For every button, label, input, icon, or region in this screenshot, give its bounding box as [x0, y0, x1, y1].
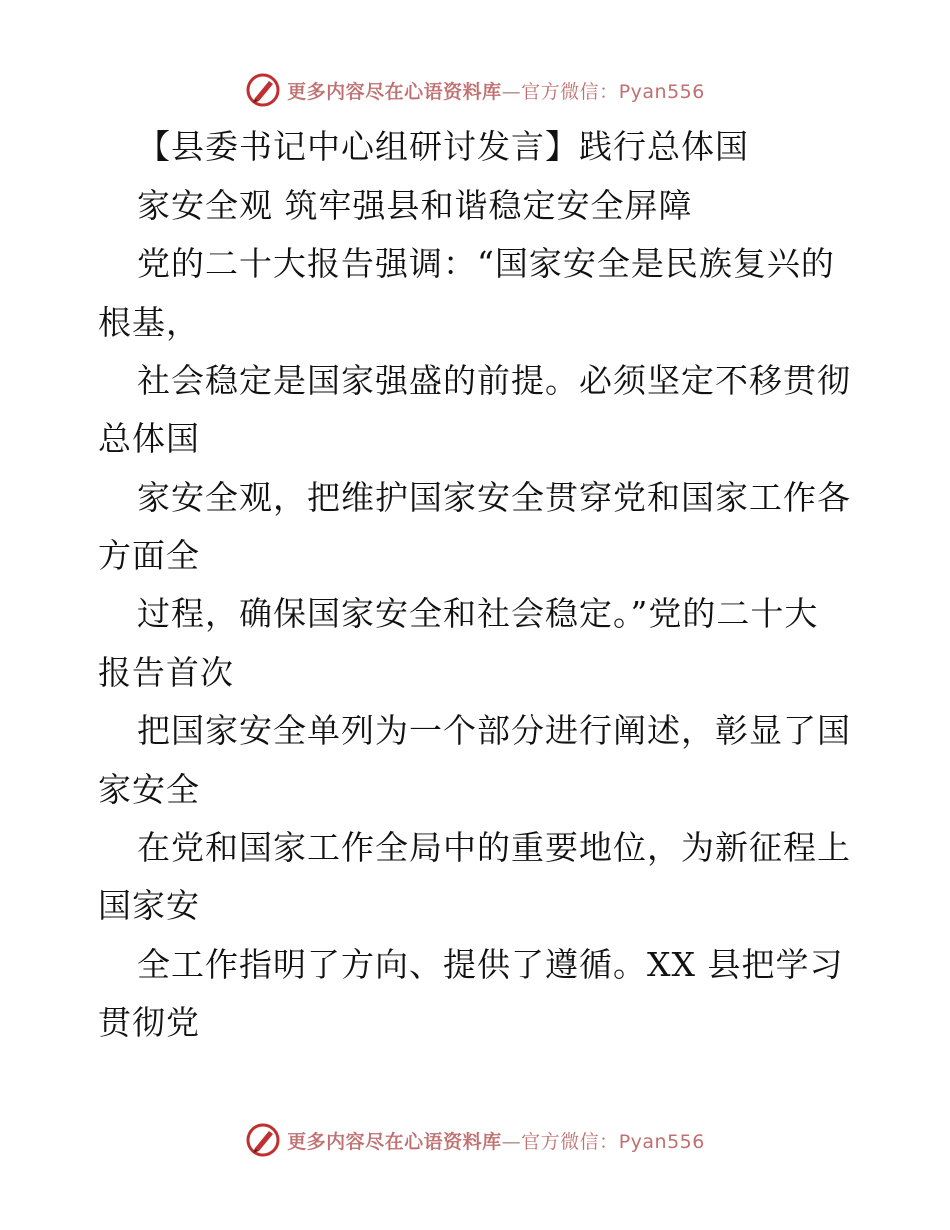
- doc-text-line: 社会稳定是国家强盛的前提。必须坚定不移贯彻: [137, 361, 851, 400]
- banner-dash: —: [501, 80, 522, 103]
- banner-text: [287, 1127, 705, 1154]
- banner-wechat-id: Pyan556: [618, 1130, 705, 1153]
- banner-dash: —: [501, 1130, 522, 1153]
- doc-text-line: 根基，: [98, 303, 200, 342]
- doc-text-line: 家安全观，把维护国家安全贯穿党和国家工作各: [137, 478, 851, 517]
- footer-banner: [0, 1120, 950, 1160]
- doc-text-line: 在党和国家工作全局中的重要地位，为新征程上: [137, 828, 851, 867]
- pen-logo-icon: [245, 1122, 281, 1158]
- doc-text-line: 国家安: [98, 886, 200, 925]
- doc-title-line-2: 家安全观 筑牢强县和谐稳定安全屏障: [137, 186, 693, 225]
- header-banner: [0, 70, 950, 110]
- doc-text-line: 全工作指明了方向、提供了遵循。XX 县把学习: [137, 945, 844, 984]
- banner-text: [287, 77, 705, 104]
- doc-text-line: 过程，确保国家安全和社会稳定。”党的二十大: [137, 594, 819, 633]
- doc-text-line: 家安全: [98, 770, 200, 809]
- banner-wechat-id: Pyan556: [618, 80, 705, 103]
- doc-title-line-1: 【县委书记中心组研讨发言】践行总体国: [137, 127, 749, 166]
- doc-text-line: 贯彻党: [98, 1003, 200, 1042]
- pen-logo-icon: [245, 72, 281, 108]
- banner-wechat-label: 官方微信：: [521, 1130, 619, 1153]
- doc-text-line: 把国家安全单列为一个部分进行阐述，彰显了国: [137, 711, 851, 750]
- doc-text-line: 报告首次: [98, 653, 234, 692]
- doc-text-line: 党的二十大报告强调：“国家安全是民族复兴的: [137, 244, 835, 283]
- doc-text-line: 总体国: [98, 419, 200, 458]
- doc-text-line: 方面全: [98, 536, 200, 575]
- banner-brand: 更多内容尽在心语资料库: [287, 1130, 502, 1153]
- banner-wechat-label: 官方微信：: [521, 80, 619, 103]
- banner-brand: 更多内容尽在心语资料库: [287, 80, 502, 103]
